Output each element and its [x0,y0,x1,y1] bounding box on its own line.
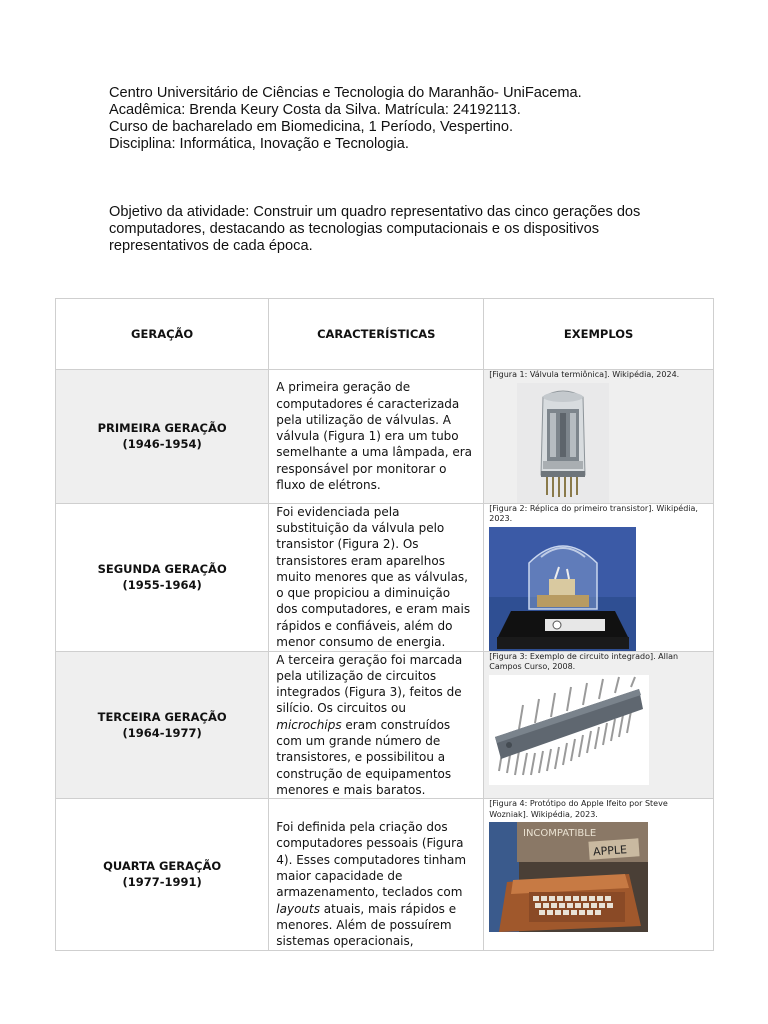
description-text [276,652,474,799]
generation-period: (1955-1964) [122,578,202,592]
table-header-row [56,299,714,370]
description-cell [269,799,484,950]
table-row [56,799,714,950]
figure-caption: [Figura 3: Exemplo de circuito integrado]. Allan Campos Curso, 2008. [489,651,679,671]
generation-name: QUARTA GERAÇÃO [103,859,222,874]
description-part: eram construídos com um grande número de transistores, e possibilitou a construção de equipamentos menores e mais baratos. [276,717,452,797]
example-cell [484,370,714,504]
description-text: A primeira geração de computadores é caracterizada pela utilização de válvulas. A válvula (Figura 1) era um tubo semelhante a uma lâmpada, era responsável por monitorar o fluxo de elétrons. [276,380,473,492]
generations-table [55,298,714,951]
course-line: Curso de bacharelado em Biomedicina, 1 Período, Vespertino. [109,119,513,135]
description-text: Foi evidenciada pela substituição da válvula pelo transistor (Figura 2). Os transistores eram aparelhos muito menores que as válvulas, o que propiciou a diminuição dos computadores, e eram mais rápidos e confiáveis, além do menor consumo de energia. [276,504,471,650]
example-cell [484,799,714,950]
generation-cell [56,370,269,504]
integrated-circuit-image [489,675,649,785]
header-generation: GERAÇÃO [56,299,269,370]
figure-caption: [Figura 1: Válvula termiônica]. Wikipédia, 2024. [489,370,680,379]
student-line: Acadêmica: Brenda Keury Costa da Silva. Matrícula: 24192113. [109,102,521,118]
generation-name: PRIMEIRA GERAÇÃO [97,421,227,436]
example-cell [484,651,714,799]
vacuum-tube-image [517,383,609,503]
table-row [56,370,714,504]
figure-caption: [Figura 2: Réplica do primeiro transistor]. Wikipédia, 2023. [489,503,698,523]
description-text [276,809,474,949]
description-part: atuais, mais rápidos e menores. Além de possuírem sistemas operacionais, [276,901,457,949]
institution-line: Centro Universitário de Ciências e Tecnologia do Maranhão- UniFacema. [109,85,582,101]
description-cell [269,651,484,799]
example-cell [484,503,714,651]
generation-name: SEGUNDA GERAÇÃO [97,562,227,576]
table-row [56,503,714,651]
description-italic: microchips [276,717,342,732]
table-row [56,651,714,799]
description-part: Foi definida pela criação dos computadores pessoais (Figura 4). Esses computadores tinham maior capacidade de armazenamento, teclados com [276,820,467,900]
compatible-sign: INCOMPATIBLE [523,828,597,840]
objective-paragraph: Objetivo da atividade: Construir um quadro representativo das cinco gerações dos computadores, destacando as tecnologias computacionais e os dispositivos representativos de cada época. [109,204,641,254]
figure-caption: [Figura 4: Protótipo do Apple Ifeito por Steve Wozniak]. Wikipédia, 2023. [489,799,668,819]
description-cell [269,370,484,504]
description-cell [269,503,484,651]
generation-period: (1977-1991) [122,875,202,890]
apple-i-prototype-image [489,822,648,932]
apple-sign: APPLE [592,843,628,859]
generation-cell [56,799,269,950]
generation-name: TERCEIRA GERAÇÃO [97,709,227,724]
transistor-replica-image [489,527,636,651]
header-examples: EXEMPLOS [484,299,714,370]
generation-period: (1946-1954) [122,437,202,452]
generation-period: (1964-1977) [122,725,202,740]
discipline-line: Disciplina: Informática, Inovação e Tecnologia. [109,136,409,152]
generation-cell [56,651,269,799]
description-italic: layouts [276,901,320,916]
document-header [109,85,582,153]
description-part: A terceira geração foi marcada pela utilização de circuitos integrados (Figura 3), feitos de silício. Os circuitos ou [276,652,463,716]
generation-cell [56,503,269,651]
header-characteristics: CARACTERÍSTICAS [269,299,484,370]
